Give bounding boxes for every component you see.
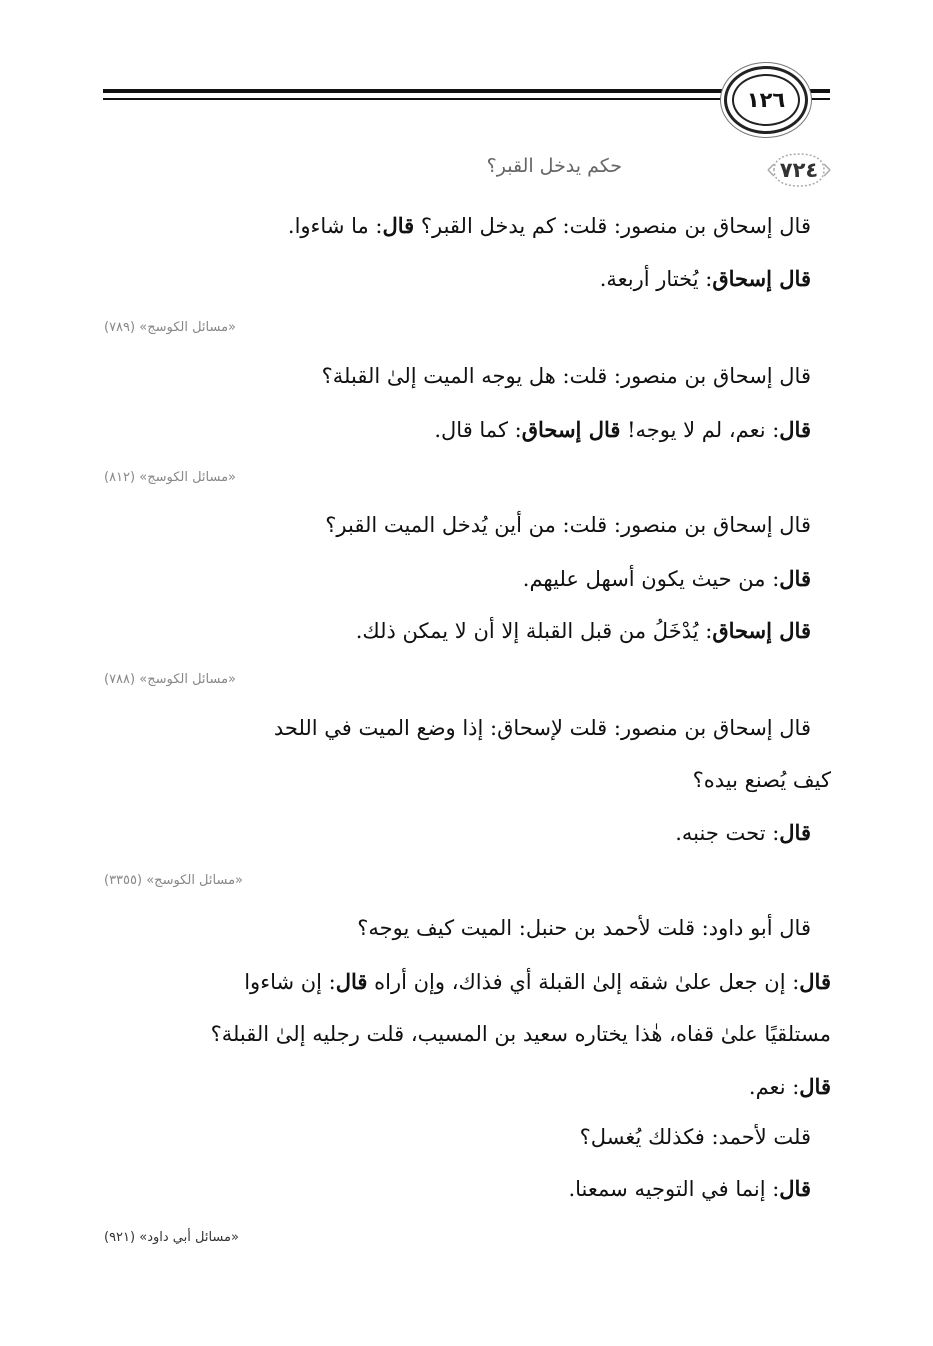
text-line: قال إسحاق بن منصور: قلت: كم يدخل القبر؟ قال: ما شاءوا. — [287, 213, 811, 238]
text-line: قال: من حيث يكون أسهل عليهم. — [522, 566, 811, 591]
text-line: قال: نعم. — [748, 1074, 831, 1099]
section-number: ٧٢٤ — [779, 158, 819, 182]
text-line: قال إسحاق بن منصور: قلت لإسحاق: إذا وضع الميت في اللحد — [273, 716, 811, 740]
text-line: قال: إن جعل علىٰ شقه إلىٰ القبلة أي فذاك، وإن أراه قال: إن شاءوا — [244, 969, 831, 994]
text-line: قال إسحاق بن منصور: قلت: هل يوجه الميت إلىٰ القبلة؟ — [321, 364, 811, 388]
text-line: قلت لأحمد: فكذلك يُغسل؟ — [579, 1125, 811, 1149]
citation: «مسائل أبي داود» (٩٢١) — [104, 1230, 239, 1245]
citation: «مسائل الكوسج» (٨١٢) — [104, 470, 237, 485]
text-line: قال إسحاق: يُختار أربعة. — [599, 266, 811, 291]
citation: «مسائل الكوسج» (٧٨٩) — [104, 320, 237, 335]
page-number: ١٢٦ — [732, 74, 800, 126]
text-line: قال: نعم، لم لا يوجه! قال إسحاق: كما قال. — [434, 417, 811, 442]
page-number-badge — [724, 66, 808, 134]
citation: «مسائل الكوسج» (٧٨٨) — [104, 672, 237, 687]
text-line: قال: تحت جنبه. — [675, 820, 811, 845]
header-rule-thin — [103, 98, 725, 100]
citation: «مسائل الكوسج» (٣٣٥٥) — [104, 873, 243, 888]
text-line: كيف يُصنع بيده؟ — [692, 768, 831, 792]
text-line: قال إسحاق بن منصور: قلت: من أين يُدخل الميت القبر؟ — [325, 513, 811, 537]
text-line: قال إسحاق: يُدْخَلُ من قبل القبلة إلا أن لا يمكن ذلك. — [355, 618, 811, 643]
text-line: قال أبو داود: قلت لأحمد بن حنبل: الميت كيف يوجه؟ — [357, 916, 811, 940]
text-line: مستلقيًا علىٰ قفاه، هٰذا يختاره سعيد بن المسيب، قلت رجليه إلىٰ القبلة؟ — [210, 1022, 831, 1046]
section-title: حكم يدخل القبر؟ — [486, 155, 622, 177]
section-heading — [232, 152, 832, 192]
text-line: قال: إنما في التوجيه سمعنا. — [568, 1176, 811, 1201]
header-rule-thick — [103, 89, 725, 93]
